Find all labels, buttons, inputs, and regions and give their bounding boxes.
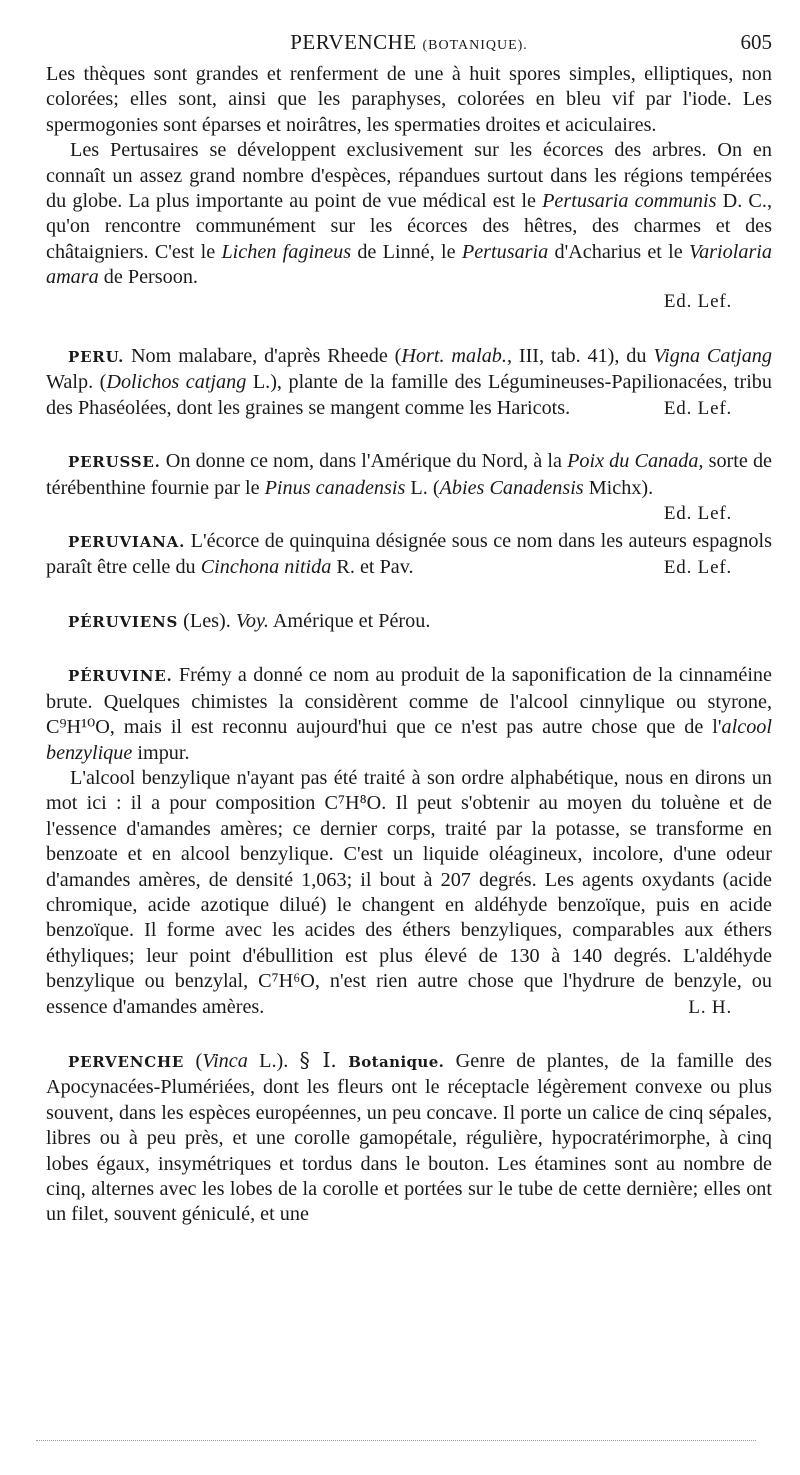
section-mark: § I. (299, 1047, 337, 1072)
headword-peruvine: PÉRUVINE. (68, 667, 173, 686)
section-title: Botanique. (348, 1052, 445, 1071)
pertusaire-paragraph-2: Les Pertusaires se développent exclusivement sur les écorces des arbres. On en connaît un assez grand nombre d'espèces, répandues surtout dans les régions tempérées du globe. La plus importante au point de vue médical est le Pertusaria communis D. C., qu'on rencontre communément sur les écorces des hêtres, des charmes et des châtaigniers. C'est le Lichen fagineus de Linné, le Pertusaria d'Acharius et le Variolaria amara de Persoon. (46, 139, 773, 289)
headword-peru: PERU. (68, 348, 125, 367)
entry-peru: PERU. Nom malabare, d'après Rheede (Hort. malab., III, tab. 41), du Vigna Catjang Walp. (Dolichos catjang L.), plante de la famille des Légumineuses-Papilionacées, tribu des Phaséolées, dont les graines se mangent comme les Haricots. Ed. Lef. (46, 344, 772, 421)
author-signature: L. H. (688, 996, 732, 1018)
entry-peruviana: PERUVIANA. L'écorce de quinquina désignée sous ce nom dans les auteurs espagnols paraît être celle du Cinchona nitida R. et Pav. Ed. Lef. (46, 529, 772, 581)
running-title (46, 30, 772, 55)
page-header (46, 30, 772, 60)
entry-perusse: PERUSSE. On donne ce nom, dans l'Amérique du Nord, à la Poix du Canada, sorte de térébenthine fournie par le Pinus canadensis L. (Abies Canadensis Michx). Ed. Lef. (46, 449, 772, 501)
entry-peruviens: PÉRUVIENS (Les). Voy. Amérique et Pérou. (68, 609, 431, 632)
author-signature: Ed. Lef. (663, 290, 732, 312)
headword-peruviana: PERUVIANA. (68, 533, 186, 552)
page-number: 605 (740, 30, 772, 54)
headword-pervenche: PERVENCHE (68, 1052, 185, 1071)
author-signature: Ed. Lef. (663, 503, 732, 525)
entry-peruvine: PÉRUVINE. Frémy a donné ce nom au produit de la saponification de la cinnaméine brute. Quelques chimistes la considèrent comme de l'alcool cinnylique ou styrone, C⁹H¹⁰O, mais il est reconnu aujourd'hui que ce n'est pas autre chose que de l'alcool benzylique impur. (46, 664, 772, 764)
peruvine-paragraph-2: L'alcool benzylique n'ayant pas été traité à son ordre alphabétique, nous en dirons un mot ici : il a pour composition C⁷H⁸O. Il peut s'obtenir au moyen du toluène et de l'essence d'amandes amères; ce dernier corps, traité par la potasse, se transforme en benzoate et en alcool benzylique. C'est un liquide oléagineux, incolore, d'une odeur d'amandes amères, de densité 1,063; il bout à 207 degrés. Les agents oxydants (acide chromique, acide azotique dilué) le changent en aldéhyde benzoïque, puis en acide benzoïque. Il forme avec les acides des éthers benzyliques, comparables aux éthers éthyliques; leur point d'ébullition est plus élevé de 130 à 140 degrés. L'aldéhyde benzylique ou benzylal, C⁷H⁶O, n'est rien autre chose que l'hydrure de benzyle, ou essence d'amandes amères. L. H. (46, 766, 772, 1020)
page-body (46, 62, 772, 1228)
headword-peruviens: PÉRUVIENS (68, 612, 179, 631)
running-title-main: PERVENCHE (290, 30, 417, 54)
author-signature: Ed. Lef. (663, 397, 732, 419)
pertusaire-signature-line (46, 291, 772, 316)
author-signature: Ed. Lef. (663, 557, 732, 579)
running-title-sub: (BOTANIQUE). (422, 38, 528, 53)
footer-rule (36, 1440, 756, 1441)
pertusaire-paragraph-1: Les thèques sont grandes et renferment de une à huit spores simples, elliptiques, non colorées; elles sont, ainsi que les paraphyses, colorées en bleu vif par l'iode. Les spermogonies sont éparses et noirâtres, les spermaties droites et aciculaires. (46, 63, 772, 136)
headword-perusse: PERUSSE. (68, 453, 161, 472)
entry-pervenche: PERVENCHE (Vinca L.). § I. Botanique. Genre de plantes, de la famille des Apocynacées-Plumériées, dont les fleurs ont le réceptacle légèrement convexe ou plus souvent, dans les espèces européennes, un peu concave. Il porte un calice de cinq sépales, libres ou à peu près, et une corolle gamopétale, régulière, hypocratérimorphe, à cinq lobes égaux, insymétriques et tordus dans le bouton. Les étamines sont au nombre de cinq, alternes avec les lobes de la corolle et portées sur le tube de cette dernière; elles ont un filet, souvent géniculé, et une (46, 1047, 772, 1226)
